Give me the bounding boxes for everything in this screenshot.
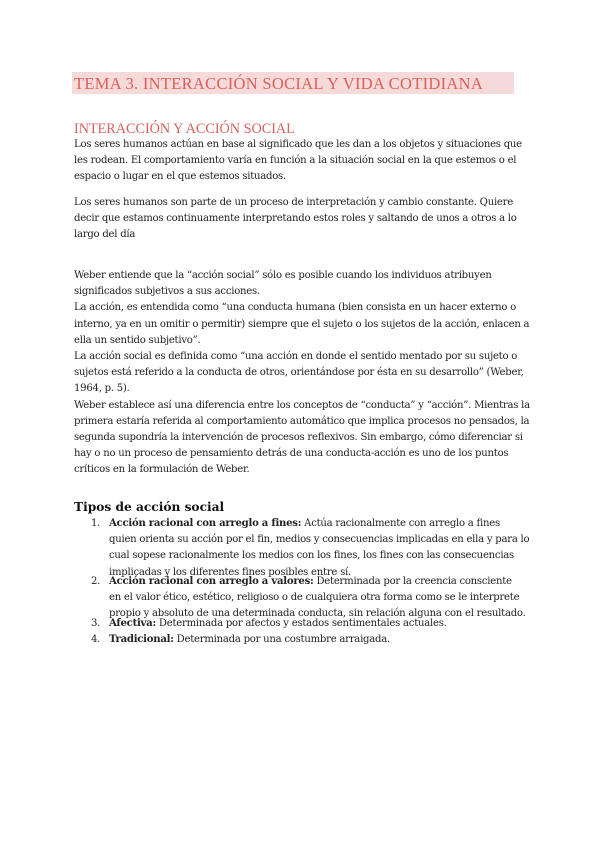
text-line: Los seres humanos actúan en base al significado que les dan a los objetos y situaciones que — [74, 139, 522, 150]
text-line: La acción social es definida como “una acción en donde el sentido mentado por su sujeto o — [74, 351, 518, 363]
text-line: en el valor ético, estético, religioso o de cualquiera otra forma como se le interprete — [109, 592, 520, 604]
list-number: 3. — [91, 618, 101, 629]
text-line: quien orienta su acción por el fin, medios y consecuencias implicadas en ella y para lo — [109, 534, 530, 546]
text-line: Los seres humanos son parte de un proceso de interpretación y cambio constante. Quiere — [74, 197, 513, 208]
text-line: espacio o lugar en el que estemos situados. — [74, 171, 286, 183]
text-line: decir que estamos continuamente interpretando estos roles y saltando de unos a otros a lo — [74, 213, 517, 225]
text-line: hay o no un proceso de pensamiento detrás de una conducta-acción es uno de los puntos — [74, 448, 509, 460]
text-line: críticos en la formulación de Weber. — [74, 464, 250, 476]
list-term: Acción racional con arreglo a valores: — [109, 576, 314, 587]
page-title: TEMA 3. INTERACCIÓN SOCIAL Y VIDA COTIDIANA — [74, 74, 484, 93]
list-term: Afectiva: — [109, 618, 156, 629]
types-heading: Tipos de acción social — [74, 500, 225, 514]
text-line: interno, ya en un omitir o permitir) siempre que el sujeto o los sujetos de la acción, enlacen a — [74, 318, 530, 330]
text-line: largo del día — [74, 229, 136, 241]
list-text: Determinada por afectos y estados sentimentales actuales. — [155, 618, 447, 629]
text-line: implicadas y los diferentes fines posibles entre sí. — [109, 566, 351, 578]
text-line: segunda supondría la intervención de procesos reflexivos. Sin embargo, cómo diferenciar si — [74, 432, 523, 444]
text-line: cual sopese racionalmente los medios con los fines, los fines con las consecuencias — [109, 550, 514, 562]
list-number: 4. — [91, 634, 101, 645]
list-text: Determinada por la creencia consciente — [313, 576, 512, 587]
text-line: primera estaría referida al comportamiento automático que implica procesos no pensados, la — [74, 415, 530, 427]
list-text: Determinada por una costumbre arraigada. — [173, 634, 390, 645]
text-line: sujetos está referido a la conducta de otros, orientándose por ésta en su desarrollo” (Weber, — [74, 367, 524, 379]
text-line: Weber entiende que la “acción social” sólo es posible cuando los individuos atribuyen — [74, 270, 492, 281]
intro-paragraph-2 — [74, 195, 534, 244]
list-number: 2. — [91, 576, 101, 587]
text-line: 1964, p. 5). — [74, 383, 130, 395]
list-text: Actúa racionalmente con arreglo a fines — [301, 518, 500, 529]
text-line: La acción, es entendida como “una conducta humana (bien consista en un hacer externo o — [74, 302, 517, 314]
section-heading: INTERACCIÓN Y ACCIÓN SOCIAL — [74, 121, 295, 137]
weber-paragraph — [74, 268, 534, 479]
list-number: 1. — [91, 518, 101, 529]
intro-paragraph-1 — [74, 137, 534, 186]
text-line: significados subjetivos a sus acciones. — [74, 286, 260, 298]
text-line: les rodean. El comportamiento varía en función a la situación social en la que estemos o el — [74, 155, 517, 167]
text-line: ella un sentido subjetivo”. — [74, 334, 201, 346]
list-term: Acción racional con arreglo a fines: — [109, 518, 302, 529]
text-line: propio y absoluto de una determinada conducta, sin relación alguna con el resultado. — [109, 608, 526, 620]
text-line: Weber establece así una diferencia entre los conceptos de “conducta” y “acción”. Mientras la — [74, 399, 530, 411]
list-term: Tradicional: — [109, 634, 174, 645]
